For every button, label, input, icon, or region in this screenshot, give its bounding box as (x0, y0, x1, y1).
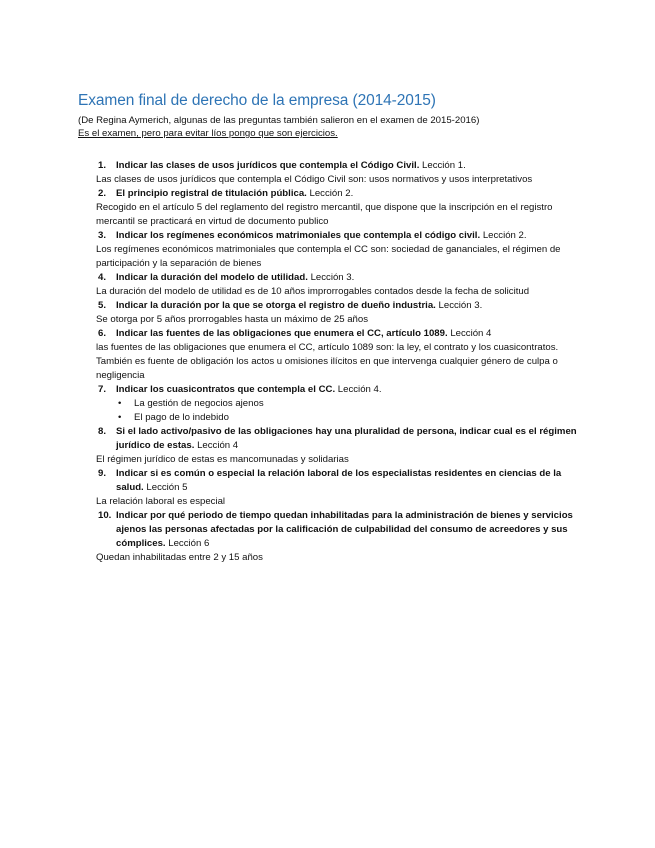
question-number: 1. (98, 160, 107, 171)
question-answer: Quedan inhabilitadas entre 2 y 15 años (96, 552, 263, 563)
question-item (78, 425, 578, 467)
question-line (78, 271, 578, 285)
question-number: 9. (98, 468, 107, 479)
question-lesson: Lección 4 (197, 440, 239, 451)
question-line (78, 187, 578, 201)
question-number: 3. (98, 230, 107, 241)
document-content (78, 92, 578, 565)
question-answer: La duración del modelo de utilidad es de 10 años improrrogables contados desde la fecha de solicitud (96, 286, 530, 297)
document-note: Es el examen, pero para evitar líos pongo que son ejercicios. (78, 128, 338, 139)
question-lesson: Lección 3. (438, 300, 483, 311)
question-item (78, 467, 578, 509)
question-item (78, 383, 578, 425)
question-lesson: Lección 2. (309, 188, 354, 199)
question-lesson: Lección 4. (337, 384, 382, 395)
question-line (78, 229, 578, 243)
answer-bullet-text: El pago de lo indebido (134, 412, 229, 423)
question-lesson: Lección 2. (482, 230, 527, 241)
question-answer: Las clases de usos jurídicos que contempla el Código Civil son: usos normativos y usos interpretativos (96, 174, 533, 185)
answer-bullet-list (78, 397, 578, 425)
question-text: Indicar los cuasicontratos que contempla el CC. (116, 384, 336, 395)
question-item (78, 271, 578, 299)
question-list (78, 159, 578, 565)
question-text: Indicar por qué periodo de tiempo quedan inhabilitadas para la administración de bienes y servicios ajenos las personas afectadas por la calificación de culpabilidad del consumo de acreedores y sus cómplices. (116, 510, 573, 549)
bullet-icon: • (118, 398, 122, 409)
question-answer: Recogido en el artículo 5 del reglamento del registro mercantil, que dispone que la inscripción en el registro mercantil se practicará en virtud de documento publico (96, 202, 553, 227)
question-number: 4. (98, 272, 107, 283)
question-text: Indicar la duración por la que se otorga el registro de dueño industria. (116, 300, 436, 311)
question-text: Indicar la duración del modelo de utilidad. (116, 272, 308, 283)
question-item (78, 509, 578, 565)
question-line (78, 327, 578, 341)
document-subtitle: (De Regina Aymerich, algunas de las preguntas también salieron en el examen de 2015-2016) (78, 115, 480, 126)
question-answer: El régimen jurídico de estas es mancomunadas y solidarias (96, 454, 349, 465)
question-number: 8. (98, 426, 107, 437)
answer-bullet-text: La gestión de negocios ajenos (134, 398, 264, 409)
question-text: Indicar las clases de usos jurídicos que contempla el Código Civil. (116, 160, 420, 171)
question-item (78, 187, 578, 229)
question-lesson: Lección 3. (310, 272, 355, 283)
question-item (78, 327, 578, 383)
question-number: 10. (98, 510, 112, 521)
question-lesson: Lección 5 (146, 482, 188, 493)
question-text: Indicar los regímenes económicos matrimoniales que contempla el código civil. (116, 230, 481, 241)
question-answer: La relación laboral es especial (96, 496, 226, 507)
question-lesson: Lección 1. (422, 160, 466, 171)
question-answer: las fuentes de las obligaciones que enumera el CC, artículo 1089 son: la ley, el contrato y los cuasicontratos. También es fuente de obligación los actos u omisiones ilícitos en que intervenga cualquier género de culpa o negligencia (96, 342, 559, 381)
answer-bullet-item (116, 411, 578, 425)
question-number: 5. (98, 300, 107, 311)
question-number: 7. (98, 384, 107, 395)
question-lesson: Lección 6 (168, 538, 210, 549)
question-number: 2. (98, 188, 107, 199)
question-answer: Se otorga por 5 años prorrogables hasta un máximo de 25 años (96, 314, 368, 325)
question-line (78, 159, 578, 173)
answer-bullet-item (116, 397, 578, 411)
question-text: Indicar si es común o especial la relación laboral de los especialistas residentes en ciencias de la salud. (116, 468, 562, 493)
question-answer: Los regímenes económicos matrimoniales que contempla el CC son: sociedad de gananciales, el régimen de participación y la separación de bienes (96, 244, 561, 269)
bullet-icon: • (118, 412, 122, 423)
question-text: Si el lado activo/pasivo de las obligaciones hay una pluralidad de persona, indicar cual es el régimen jurídico de estas. (116, 426, 577, 451)
question-line (78, 383, 578, 397)
question-line (78, 299, 578, 313)
question-number: 6. (98, 328, 107, 339)
question-line (78, 425, 578, 453)
question-item (78, 229, 578, 271)
question-text: El principio registral de titulación pública. (116, 188, 307, 199)
question-lesson: Lección 4 (450, 328, 492, 339)
document-title: Examen final de derecho de la empresa (2014-2015) (78, 92, 436, 109)
question-text: Indicar las fuentes de las obligaciones que enumera el CC, artículo 1089. (116, 328, 448, 339)
question-item (78, 159, 578, 187)
question-line (78, 467, 578, 495)
question-item (78, 299, 578, 327)
question-line (78, 509, 578, 551)
